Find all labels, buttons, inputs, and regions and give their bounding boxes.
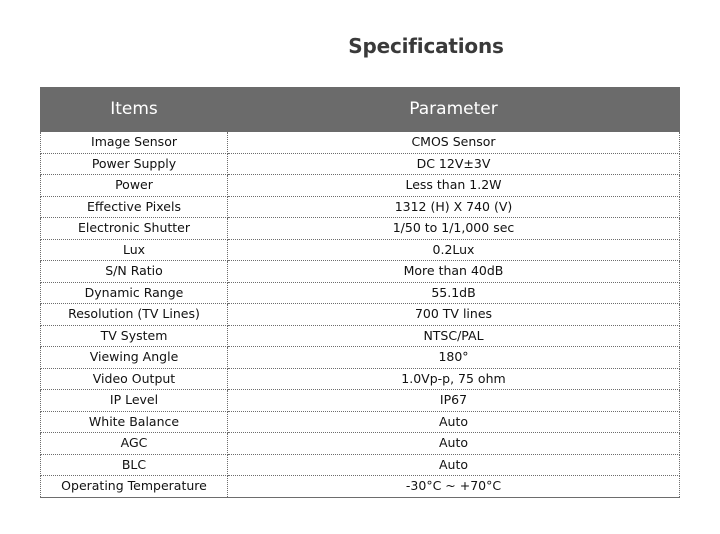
table-row [41,347,680,369]
item-cell: Resolution (TV Lines) [41,304,228,326]
parameter-cell: 1.0Vp-p, 75 ohm [228,368,680,390]
parameter-cell: Auto [228,411,680,433]
table-row [41,390,680,412]
table-row [41,433,680,455]
table-row [41,175,680,197]
table-row [41,239,680,261]
table-row [41,153,680,175]
parameter-cell: IP67 [228,390,680,412]
table-row [41,476,680,498]
item-cell: Viewing Angle [41,347,228,369]
item-cell: Image Sensor [41,131,228,153]
item-cell: IP Level [41,390,228,412]
page-title: Specifications [348,34,504,58]
parameter-cell: Less than 1.2W [228,175,680,197]
table-row [41,325,680,347]
table-row [41,196,680,218]
parameter-cell: 700 TV lines [228,304,680,326]
parameter-cell: Auto [228,433,680,455]
table-row [41,368,680,390]
parameter-cell: 0.2Lux [228,239,680,261]
header-items: Items [41,88,228,132]
item-cell: Operating Temperature [41,476,228,498]
item-cell: S/N Ratio [41,261,228,283]
parameter-cell: DC 12V±3V [228,153,680,175]
item-cell: Power [41,175,228,197]
parameter-cell: 180° [228,347,680,369]
item-cell: White Balance [41,411,228,433]
table-row [41,261,680,283]
item-cell: Power Supply [41,153,228,175]
item-cell: Video Output [41,368,228,390]
parameter-cell: More than 40dB [228,261,680,283]
table-header-row [41,88,680,132]
item-cell: BLC [41,454,228,476]
table-row [41,218,680,240]
table-row [41,304,680,326]
table-row [41,454,680,476]
parameter-cell: Auto [228,454,680,476]
item-cell: Effective Pixels [41,196,228,218]
parameter-cell: 1312 (H) X 740 (V) [228,196,680,218]
item-cell: TV System [41,325,228,347]
parameter-cell: 55.1dB [228,282,680,304]
parameter-cell: CMOS Sensor [228,131,680,153]
parameter-cell: -30°C ~ +70°C [228,476,680,498]
header-parameter: Parameter [228,88,680,132]
item-cell: Dynamic Range [41,282,228,304]
table-row [41,411,680,433]
parameter-cell: NTSC/PAL [228,325,680,347]
item-cell: AGC [41,433,228,455]
parameter-cell: 1/50 to 1/1,000 sec [228,218,680,240]
item-cell: Lux [41,239,228,261]
table-row [41,282,680,304]
table-row [41,131,680,153]
specifications-table [40,87,680,498]
item-cell: Electronic Shutter [41,218,228,240]
